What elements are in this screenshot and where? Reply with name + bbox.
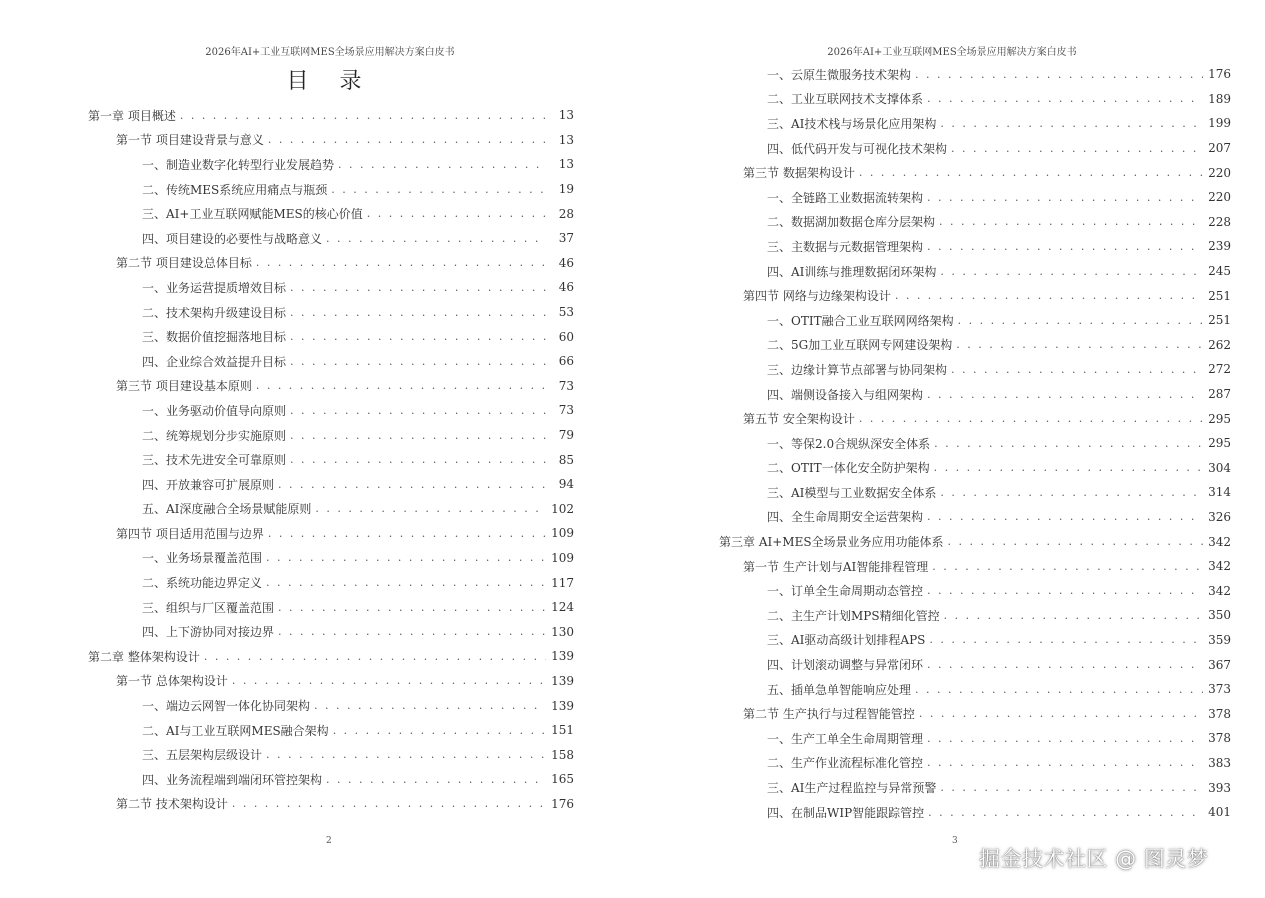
toc-leader-dots <box>290 404 546 417</box>
toc-entry-page: 373 <box>1208 682 1231 697</box>
toc-entry <box>86 349 574 374</box>
toc-entry-label: 第一节 项目建设背景与意义 <box>116 133 264 148</box>
toc-leader-dots <box>859 412 1203 425</box>
toc-entry-page: 79 <box>558 428 574 443</box>
toc-entry-page: 165 <box>551 772 574 787</box>
toc-entry-label: 一、生产工单全生命周期管理 <box>767 731 924 746</box>
toc-leader-dots <box>278 478 546 491</box>
toc-entry <box>719 726 1231 751</box>
toc-entry-page: 176 <box>551 796 574 811</box>
toc-entry-page: 378 <box>1208 731 1231 746</box>
toc-entry <box>719 652 1231 677</box>
toc-entry-page: 53 <box>558 305 574 320</box>
toc-entry-page: 189 <box>1208 91 1231 106</box>
toc-leader-dots <box>958 314 1203 327</box>
toc-leader-dots <box>266 576 546 589</box>
toc-entry-page: 220 <box>1208 165 1231 180</box>
toc-entry <box>719 529 1231 554</box>
toc-leader-dots <box>915 68 1203 81</box>
toc-entry <box>719 308 1231 333</box>
toc-entry-label: 第二节 生产执行与过程智能管控 <box>743 707 915 722</box>
toc-entry-page: 359 <box>1208 632 1231 647</box>
toc-entry-page: 245 <box>1208 264 1231 279</box>
toc-leader-dots <box>180 109 546 122</box>
toc-leader-dots <box>314 699 546 712</box>
toc-entry <box>86 472 574 497</box>
toc-leader-dots <box>232 797 546 810</box>
toc-leader-dots <box>859 166 1203 179</box>
watermark-text: 掘金技术社区 @ 图灵梦 <box>979 847 1209 871</box>
toc-entry-label: 四、项目建设的必要性与战略意义 <box>142 231 323 246</box>
toc-entry <box>86 521 574 546</box>
toc-entry <box>719 751 1231 776</box>
toc-entry <box>719 382 1231 407</box>
toc-entry-label: 二、工业互联网技术支撑体系 <box>767 92 924 107</box>
toc-entry-page: 139 <box>551 698 574 713</box>
toc-entry-page: 151 <box>551 723 574 738</box>
toc-entry <box>86 251 574 276</box>
toc-entry-label: 一、端边云网智一体化协同架构 <box>142 699 311 714</box>
toc-leader-dots <box>940 117 1203 130</box>
toc-leader-dots <box>367 207 546 220</box>
toc-entry <box>86 300 574 325</box>
toc-entry-page: 342 <box>1208 583 1231 598</box>
toc-entry <box>719 456 1231 481</box>
toc-entry-page: 37 <box>558 231 574 246</box>
toc-entry-label: 第二章 整体架构设计 <box>88 649 200 664</box>
toc-entry-label: 第四节 项目适用范围与边界 <box>116 526 264 541</box>
toc-entry-page: 262 <box>1208 337 1231 352</box>
toc-entry-page: 73 <box>558 403 574 418</box>
toc-entry <box>86 792 574 817</box>
toc-list <box>86 103 574 816</box>
toc-entry <box>719 406 1231 431</box>
toc-entry-page: 295 <box>1208 436 1231 451</box>
toc-title: 目 录 <box>286 69 374 94</box>
toc-leader-dots <box>951 363 1203 376</box>
toc-entry-label: 四、在制品WIP智能跟踪管控 <box>767 805 925 820</box>
toc-entry-label: 第三节 数据架构设计 <box>743 166 855 181</box>
toc-entry-label: 三、AI技术栈与场景化应用架构 <box>767 116 937 131</box>
toc-list <box>719 62 1231 824</box>
toc-leader-dots <box>278 601 546 614</box>
toc-leader-dots <box>333 724 546 737</box>
toc-entry <box>86 619 574 644</box>
toc-entry-label: 二、技术架构升级建设目标 <box>142 305 287 320</box>
toc-entry-label: 第一节 生产计划与AI智能排程管理 <box>743 559 929 574</box>
toc-entry <box>86 374 574 399</box>
toc-entry-label: 三、组织与厂区覆盖范围 <box>142 600 275 615</box>
toc-entry-label: 第五节 安全架构设计 <box>743 412 855 427</box>
toc-entry-label: 三、边缘计算节点部署与协同架构 <box>767 362 948 377</box>
running-header: 2026年AI+工业互联网MES全场景应用解决方案白皮书 <box>827 47 1077 58</box>
toc-entry-page: 176 <box>1208 67 1231 82</box>
toc-entry <box>719 603 1231 628</box>
toc-entry <box>86 718 574 743</box>
toc-entry <box>719 259 1231 284</box>
toc-entry <box>719 701 1231 726</box>
toc-entry-page: 139 <box>551 673 574 688</box>
toc-leader-dots <box>256 379 546 392</box>
toc-entry-label: 三、AI模型与工业数据安全体系 <box>767 485 937 500</box>
toc-entry-label: 第一章 项目概述 <box>88 108 176 123</box>
toc-entry-page: 383 <box>1208 755 1231 770</box>
toc-entry-page: 85 <box>558 452 574 467</box>
toc-entry <box>719 775 1231 800</box>
toc-entry-label: 第二节 技术架构设计 <box>116 797 228 812</box>
toc-leader-dots <box>326 773 546 786</box>
toc-leader-dots <box>268 133 546 146</box>
toc-leader-dots <box>919 707 1203 720</box>
toc-leader-dots <box>266 551 546 564</box>
toc-entry <box>86 398 574 423</box>
toc-entry-label: 第一节 总体架构设计 <box>116 674 228 689</box>
toc-leader-dots <box>268 527 546 540</box>
toc-entry-page: 13 <box>558 108 574 123</box>
toc-entry-label: 一、云原生微服务技术架构 <box>767 67 912 82</box>
toc-page-left <box>0 0 632 898</box>
toc-entry-label: 三、AI生产过程监控与异常预警 <box>767 781 937 796</box>
toc-entry-page: 28 <box>558 206 574 221</box>
toc-entry <box>719 185 1231 210</box>
toc-entry <box>719 554 1231 579</box>
toc-leader-dots <box>266 748 546 761</box>
toc-leader-dots <box>940 486 1203 499</box>
toc-leader-dots <box>927 658 1203 671</box>
toc-entry-label: 二、传统MES系统应用痛点与瓶颈 <box>142 182 328 197</box>
toc-leader-dots <box>331 183 546 196</box>
toc-leader-dots <box>895 289 1203 302</box>
toc-entry-label: 第三节 项目建设基本原则 <box>116 379 252 394</box>
toc-entry-page: 295 <box>1208 411 1231 426</box>
toc-leader-dots <box>927 732 1203 745</box>
toc-leader-dots <box>927 584 1203 597</box>
toc-leader-dots <box>290 429 546 442</box>
toc-entry-page: 158 <box>551 747 574 762</box>
toc-entry-label: 第三章 AI+MES全场景业务应用功能体系 <box>719 535 944 550</box>
toc-entry-label: 一、业务场景覆盖范围 <box>142 551 263 566</box>
toc-entry <box>719 62 1231 87</box>
toc-entry-page: 401 <box>1208 805 1231 820</box>
toc-page-right <box>632 0 1265 898</box>
toc-leader-dots <box>927 756 1203 769</box>
toc-leader-dots <box>951 142 1203 155</box>
toc-entry-page: 94 <box>558 477 574 492</box>
toc-entry-page: 304 <box>1208 460 1231 475</box>
toc-leader-dots <box>915 683 1203 696</box>
toc-entry-page: 251 <box>1208 313 1231 328</box>
toc-leader-dots <box>326 232 546 245</box>
toc-leader-dots <box>944 609 1203 622</box>
toc-entry <box>719 800 1231 825</box>
toc-entry-page: 367 <box>1208 657 1231 672</box>
toc-leader-dots <box>934 461 1203 474</box>
toc-entry-label: 五、插单急单智能响应处理 <box>767 682 912 697</box>
toc-entry-page: 272 <box>1208 362 1231 377</box>
toc-entry-page: 342 <box>1208 559 1231 574</box>
toc-entry-label: 二、AI与工业互联网MES融合架构 <box>142 723 329 738</box>
toc-entry <box>86 201 574 226</box>
toc-entry <box>86 103 574 128</box>
toc-entry-page: 220 <box>1208 190 1231 205</box>
toc-entry-page: 287 <box>1208 387 1231 402</box>
toc-entry <box>719 234 1231 259</box>
toc-entry <box>719 160 1231 185</box>
toc-entry <box>719 505 1231 530</box>
page-number: 3 <box>952 836 958 846</box>
toc-entry-label: 一、OTIT融合工业互联网网络架构 <box>767 313 954 328</box>
toc-entry <box>719 210 1231 235</box>
toc-entry <box>719 333 1231 358</box>
toc-entry-label: 一、业务运营提质增效目标 <box>142 280 287 295</box>
toc-entry <box>719 283 1231 308</box>
toc-entry <box>719 357 1231 382</box>
toc-entry-label: 二、系统功能边界定义 <box>142 576 263 591</box>
toc-leader-dots <box>290 355 546 368</box>
toc-entry-label: 一、等保2.0合规纵深安全体系 <box>767 436 931 451</box>
toc-entry <box>86 546 574 571</box>
toc-entry <box>719 480 1231 505</box>
running-header: 2026年AI+工业互联网MES全场景应用解决方案白皮书 <box>205 47 455 58</box>
toc-entry-page: 46 <box>558 255 574 270</box>
toc-entry-page: 13 <box>558 132 574 147</box>
toc-entry-page: 342 <box>1208 534 1231 549</box>
toc-entry <box>719 677 1231 702</box>
toc-entry-label: 四、开放兼容可扩展原则 <box>142 477 275 492</box>
toc-entry-label: 五、AI深度融合全场景赋能原则 <box>142 502 312 517</box>
toc-entry-page: 251 <box>1208 288 1231 303</box>
toc-entry-page: 109 <box>551 550 574 565</box>
toc-entry-label: 二、OTIT一体化安全防护架构 <box>767 461 930 476</box>
toc-entry <box>719 136 1231 161</box>
toc-leader-dots <box>956 338 1203 351</box>
toc-leader-dots <box>232 674 546 687</box>
toc-entry <box>86 324 574 349</box>
toc-entry-page: 239 <box>1208 239 1231 254</box>
toc-entry <box>719 431 1231 456</box>
toc-entry-page: 66 <box>558 354 574 369</box>
toc-entry-page: 326 <box>1208 509 1231 524</box>
toc-leader-dots <box>256 256 546 269</box>
toc-leader-dots <box>939 215 1203 228</box>
toc-leader-dots <box>290 306 546 319</box>
toc-entry <box>86 128 574 153</box>
toc-leader-dots <box>278 625 546 638</box>
toc-entry-label: 二、生产作业流程标准化管控 <box>767 756 924 771</box>
toc-entry-page: 228 <box>1208 214 1231 229</box>
toc-entry-page: 13 <box>558 157 574 172</box>
toc-entry <box>86 226 574 251</box>
toc-entry-label: 四、全生命周期安全运营架构 <box>767 510 924 525</box>
toc-entry-label: 一、订单全生命周期动态管控 <box>767 584 924 599</box>
toc-entry-label: 第四节 网络与边缘架构设计 <box>743 289 891 304</box>
toc-leader-dots <box>927 388 1203 401</box>
toc-leader-dots <box>290 281 546 294</box>
toc-entry-label: 三、AI+工业互联网赋能MES的核心价值 <box>142 207 363 222</box>
page-number: 2 <box>326 836 332 846</box>
toc-leader-dots <box>290 453 546 466</box>
toc-entry-page: 199 <box>1208 116 1231 131</box>
toc-entry-label: 二、统筹规划分步实施原则 <box>142 428 287 443</box>
toc-entry-page: 350 <box>1208 608 1231 623</box>
toc-entry-page: 102 <box>551 501 574 516</box>
toc-entry <box>86 693 574 718</box>
toc-entry-page: 139 <box>551 649 574 664</box>
toc-leader-dots <box>928 806 1203 819</box>
toc-entry-page: 109 <box>551 526 574 541</box>
toc-leader-dots <box>927 240 1203 253</box>
toc-entry <box>719 87 1231 112</box>
toc-entry-page: 117 <box>551 575 574 590</box>
toc-leader-dots <box>338 158 546 171</box>
toc-entry-page: 46 <box>558 280 574 295</box>
toc-entry <box>86 447 574 472</box>
toc-leader-dots <box>927 92 1203 105</box>
toc-leader-dots <box>934 437 1203 450</box>
toc-leader-dots <box>940 781 1203 794</box>
toc-entry-label: 一、制造业数字化转型行业发展趋势 <box>142 157 335 172</box>
toc-leader-dots <box>315 502 546 515</box>
toc-leader-dots <box>927 510 1203 523</box>
toc-entry-label: 四、企业综合效益提升目标 <box>142 354 287 369</box>
toc-entry <box>719 111 1231 136</box>
toc-entry-label: 三、主数据与元数据管理架构 <box>767 239 924 254</box>
toc-entry-label: 二、主生产计划MPS精细化管控 <box>767 608 940 623</box>
toc-entry-label: 第二节 项目建设总体目标 <box>116 256 252 271</box>
toc-entry <box>86 595 574 620</box>
toc-entry <box>86 570 574 595</box>
toc-entry-page: 130 <box>551 624 574 639</box>
toc-entry <box>86 497 574 522</box>
toc-entry-page: 378 <box>1208 706 1231 721</box>
toc-entry-label: 三、技术先进安全可靠原则 <box>142 453 287 468</box>
toc-entry-label: 四、计划滚动调整与异常闭环 <box>767 658 924 673</box>
toc-entry-page: 314 <box>1208 485 1231 500</box>
toc-entry-label: 三、数据价值挖掘落地目标 <box>142 330 287 345</box>
toc-entry-label: 四、低代码开发与可视化技术架构 <box>767 141 948 156</box>
toc-entry <box>719 628 1231 653</box>
toc-entry-label: 一、业务驱动价值导向原则 <box>142 403 287 418</box>
toc-leader-dots <box>948 535 1203 548</box>
toc-entry-label: 三、五层架构层级设计 <box>142 748 263 763</box>
toc-entry-page: 124 <box>551 600 574 615</box>
toc-entry <box>86 767 574 792</box>
toc-entry-page: 393 <box>1208 780 1231 795</box>
toc-entry <box>86 644 574 669</box>
toc-leader-dots <box>204 650 546 663</box>
toc-entry-page: 73 <box>558 378 574 393</box>
toc-entry <box>719 578 1231 603</box>
toc-leader-dots <box>927 191 1203 204</box>
toc-entry-label: 四、上下游协同对接边界 <box>142 625 275 640</box>
toc-leader-dots <box>940 265 1203 278</box>
toc-entry-label: 二、5G加工业互联网专网建设架构 <box>767 338 953 353</box>
toc-entry-label: 四、AI训练与推理数据闭环架构 <box>767 264 937 279</box>
toc-entry <box>86 742 574 767</box>
toc-entry-label: 二、数据湖加数据仓库分层架构 <box>767 215 936 230</box>
toc-entry-page: 207 <box>1208 141 1231 156</box>
toc-entry-label: 三、AI驱动高级计划排程APS <box>767 633 926 648</box>
toc-entry <box>86 423 574 448</box>
toc-entry-label: 四、业务流程端到端闭环管控架构 <box>142 772 323 787</box>
toc-entry-label: 四、端侧设备接入与组网架构 <box>767 387 924 402</box>
toc-leader-dots <box>929 633 1203 646</box>
toc-leader-dots <box>290 330 546 343</box>
toc-leader-dots <box>932 560 1203 573</box>
toc-entry-page: 60 <box>558 329 574 344</box>
toc-entry-page: 19 <box>558 182 574 197</box>
toc-entry <box>86 669 574 694</box>
toc-entry <box>86 177 574 202</box>
toc-entry <box>86 152 574 177</box>
toc-entry-label: 一、全链路工业数据流转架构 <box>767 190 924 205</box>
toc-entry <box>86 275 574 300</box>
